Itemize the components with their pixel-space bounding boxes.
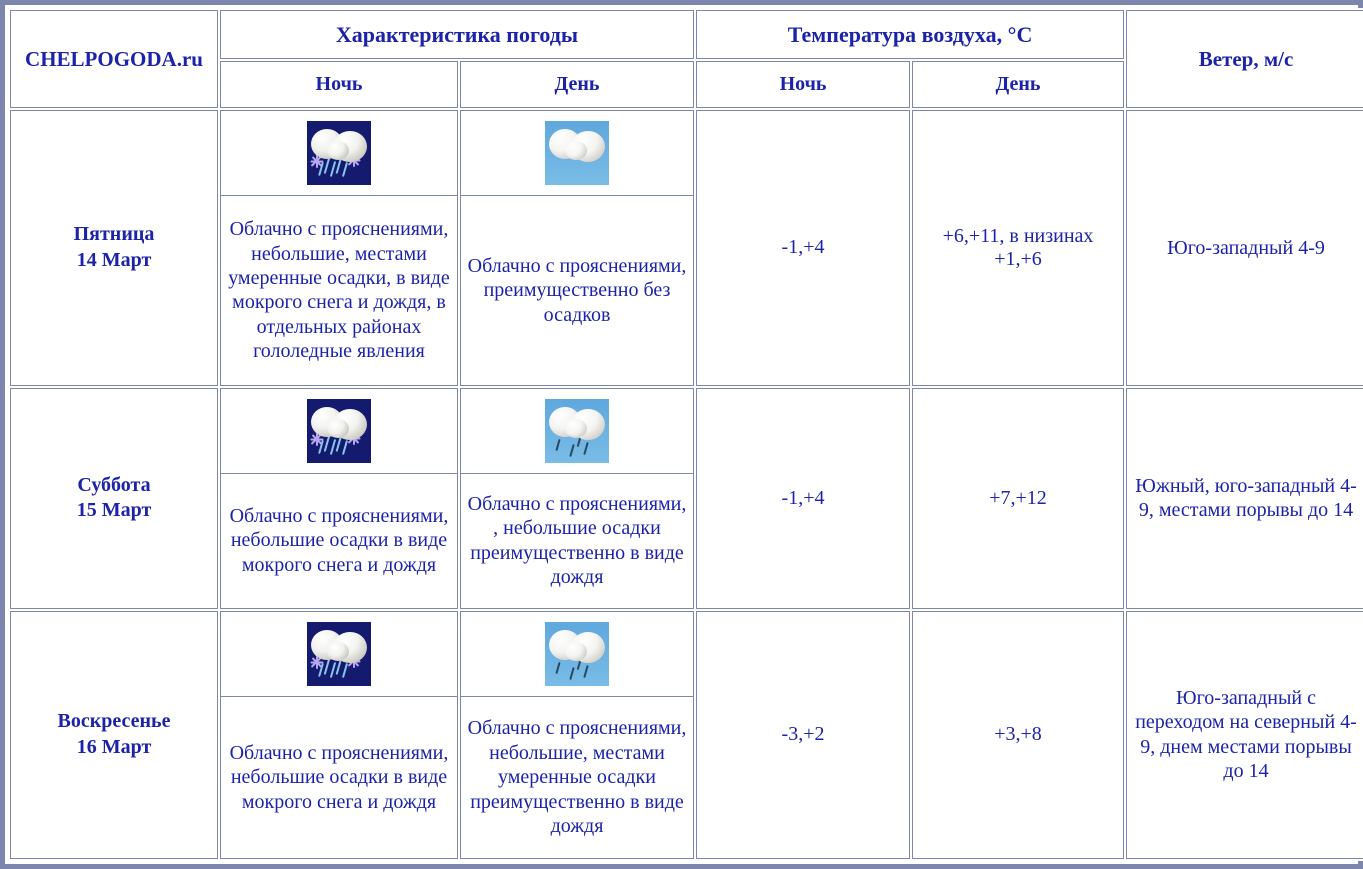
condition-day-cell xyxy=(460,611,694,859)
table-row xyxy=(10,611,1363,859)
weather-forecast-table xyxy=(8,8,1363,861)
temp-night-value: -3,+2 xyxy=(696,611,910,859)
condition-day-text: Облачно с прояснениями, , небольшие осадки преимущественно в виде дождя xyxy=(461,474,693,608)
condition-day-text: Облачно с прояснениями, преимущественно без осадков xyxy=(461,196,693,385)
header-weather-characteristic: Характеристика погоды xyxy=(220,10,694,59)
temp-day-value: +6,+11, в низинах +1,+6 xyxy=(912,110,1124,386)
header-wind: Ветер, м/с xyxy=(1126,10,1363,108)
day-label xyxy=(10,388,218,609)
day-name: Воскресенье xyxy=(57,710,171,733)
brand-logo[interactable]: CHELPOGODA.ru xyxy=(10,10,218,108)
weather-icon-day-rain xyxy=(461,389,693,474)
weather-icon-night-sleet-snow-rain xyxy=(221,389,457,474)
condition-night-text: Облачно с прояснениями, небольшие, местами умеренные осадки, в виде мокрого снега и дождя, в отдельных районах гололедные явления xyxy=(221,196,457,385)
cloudy-rain-day-icon xyxy=(545,622,609,686)
table-header-row-1 xyxy=(10,10,1363,59)
cloudy-sleet-snow-rain-night-icon xyxy=(307,622,371,686)
header-condition-night: Ночь xyxy=(220,61,458,108)
weather-icon-day-cloudy xyxy=(461,111,693,196)
condition-day-text: Облачно с прояснениями, небольшие, местами умеренные осадки преимущественно в виде дождя xyxy=(461,697,693,858)
day-date: 14 Март xyxy=(76,248,152,271)
condition-night-text: Облачно с прояснениями, небольшие осадки в виде мокрого снега и дождя xyxy=(221,697,457,858)
temp-day-value: +7,+12 xyxy=(912,388,1124,609)
header-condition-day: День xyxy=(460,61,694,108)
table-row xyxy=(10,110,1363,386)
temp-night-value: -1,+4 xyxy=(696,110,910,386)
cloudy-sleet-snow-rain-night-icon xyxy=(307,121,371,185)
cloudy-no-precipitation-day-icon xyxy=(545,121,609,185)
header-temp-day: День xyxy=(912,61,1124,108)
condition-night-cell xyxy=(220,388,458,609)
wind-value: Юго-западный с переходом на северный 4-9, днем местами порывы до 14 xyxy=(1126,611,1363,859)
header-temp-night: Ночь xyxy=(696,61,910,108)
wind-value: Юго-западный 4-9 xyxy=(1126,110,1363,386)
temp-day-value: +3,+8 xyxy=(912,611,1124,859)
day-name: Суббота xyxy=(77,473,151,496)
cloudy-sleet-snow-rain-night-icon xyxy=(307,399,371,463)
day-label xyxy=(10,611,218,859)
condition-night-text: Облачно с прояснениями, небольшие осадки в виде мокрого снега и дождя xyxy=(221,474,457,608)
condition-day-cell xyxy=(460,110,694,386)
weather-icon-day-rain xyxy=(461,612,693,697)
day-name: Пятница xyxy=(73,223,155,246)
day-date: 15 Март xyxy=(76,499,152,522)
weather-icon-night-sleet-snow-rain xyxy=(221,111,457,196)
wind-value: Южный, юго-западный 4-9, местами порывы до 14 xyxy=(1126,388,1363,609)
condition-night-cell xyxy=(220,611,458,859)
table-row xyxy=(10,388,1363,609)
condition-day-cell xyxy=(460,388,694,609)
condition-night-cell xyxy=(220,110,458,386)
day-date: 16 Март xyxy=(76,735,152,758)
temp-night-value: -1,+4 xyxy=(696,388,910,609)
header-air-temperature: Температура воздуха, °C xyxy=(696,10,1124,59)
day-label xyxy=(10,110,218,386)
cloudy-rain-day-icon xyxy=(545,399,609,463)
weather-icon-night-sleet-snow-rain xyxy=(221,612,457,697)
